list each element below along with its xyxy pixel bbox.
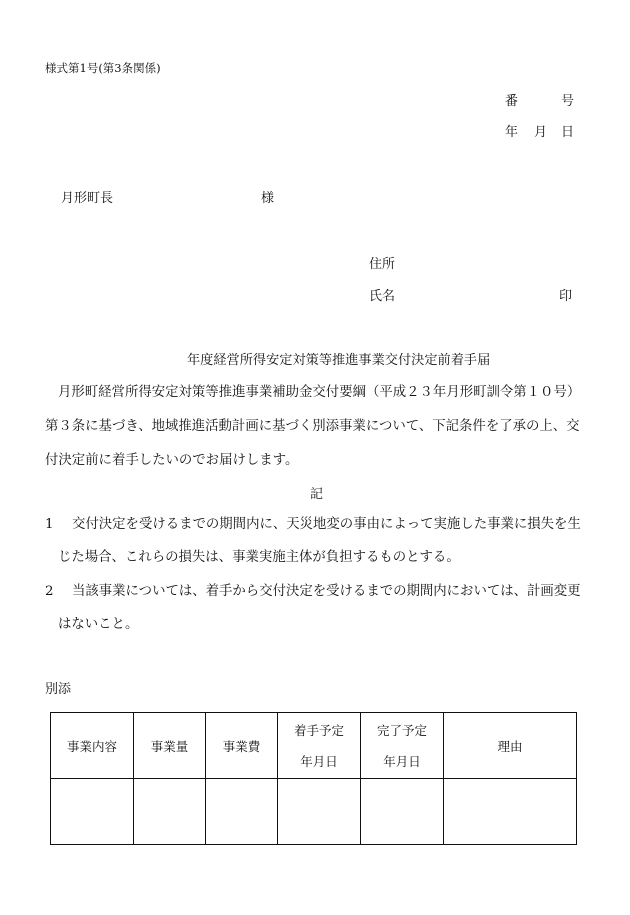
header-jigyo-naiyo: 事業内容 (51, 713, 134, 779)
number-go: 号 (561, 94, 575, 109)
date-year: 年 (505, 125, 519, 140)
table-row (51, 779, 577, 845)
header-jigyo-hi: 事業費 (206, 713, 278, 779)
condition-2-line-1: 当該事業については、着手から交付決定を受けるまでの期間内においては、計画変更 (72, 584, 581, 599)
cell-jigyo-ryo[interactable] (134, 779, 206, 845)
cell-jigyo-naiyo[interactable] (51, 779, 134, 845)
table-header-row (51, 713, 577, 779)
cell-jigyo-hi[interactable] (206, 779, 278, 845)
cell-start-date[interactable] (278, 779, 361, 845)
body-line-3: 付決定前に着手したいのでお届けします。 (45, 453, 299, 468)
date-day: 日 (561, 125, 575, 140)
cell-end-date[interactable] (361, 779, 444, 845)
name-label: 氏名 (369, 289, 396, 304)
condition-2-line-2: はないこと。 (58, 617, 139, 632)
annex-table (50, 712, 577, 845)
addressee-name: 月形町長 (61, 191, 114, 206)
condition-1-line-1: 交付決定を受けるまでの期間内に、天災地変の事由によって実施した事業に損失を生 (72, 517, 581, 532)
header-end-date: 完了予定 年月日 (361, 713, 444, 779)
addressee-honorific: 様 (261, 191, 275, 206)
header-jigyo-ryo: 事業量 (134, 713, 206, 779)
annex-label: 別添 (45, 682, 72, 697)
document-title: 年度経営所得安定対策等推進事業交付決定前着手届 (187, 353, 491, 368)
body-line-2: 第３条に基づき、地域推進活動計画に基づく別添事業について、下記条件を了承の上、交 (45, 419, 580, 434)
condition-1-line-2: じた場合、これらの損失は、事業実施主体が負担するものとする。 (58, 550, 460, 565)
cell-reason[interactable] (444, 779, 577, 845)
date-month: 月 (534, 125, 548, 140)
header-start-date: 着手予定 年月日 (278, 713, 361, 779)
condition-2-number: 2 (45, 584, 54, 599)
seal-label: 印 (559, 289, 573, 304)
body-line-1: 月形町経営所得安定対策等推進事業補助金交付要綱（平成２３年月形町訓令第１０号） (58, 385, 581, 400)
header-reason: 理由 (444, 713, 577, 779)
address-label: 住所 (369, 257, 396, 272)
ki-heading: 記 (310, 487, 324, 502)
condition-1-number: 1 (45, 517, 54, 532)
number-ban: 番 (505, 94, 519, 109)
form-label: 様式第1号(第3条関係) (45, 61, 161, 75)
